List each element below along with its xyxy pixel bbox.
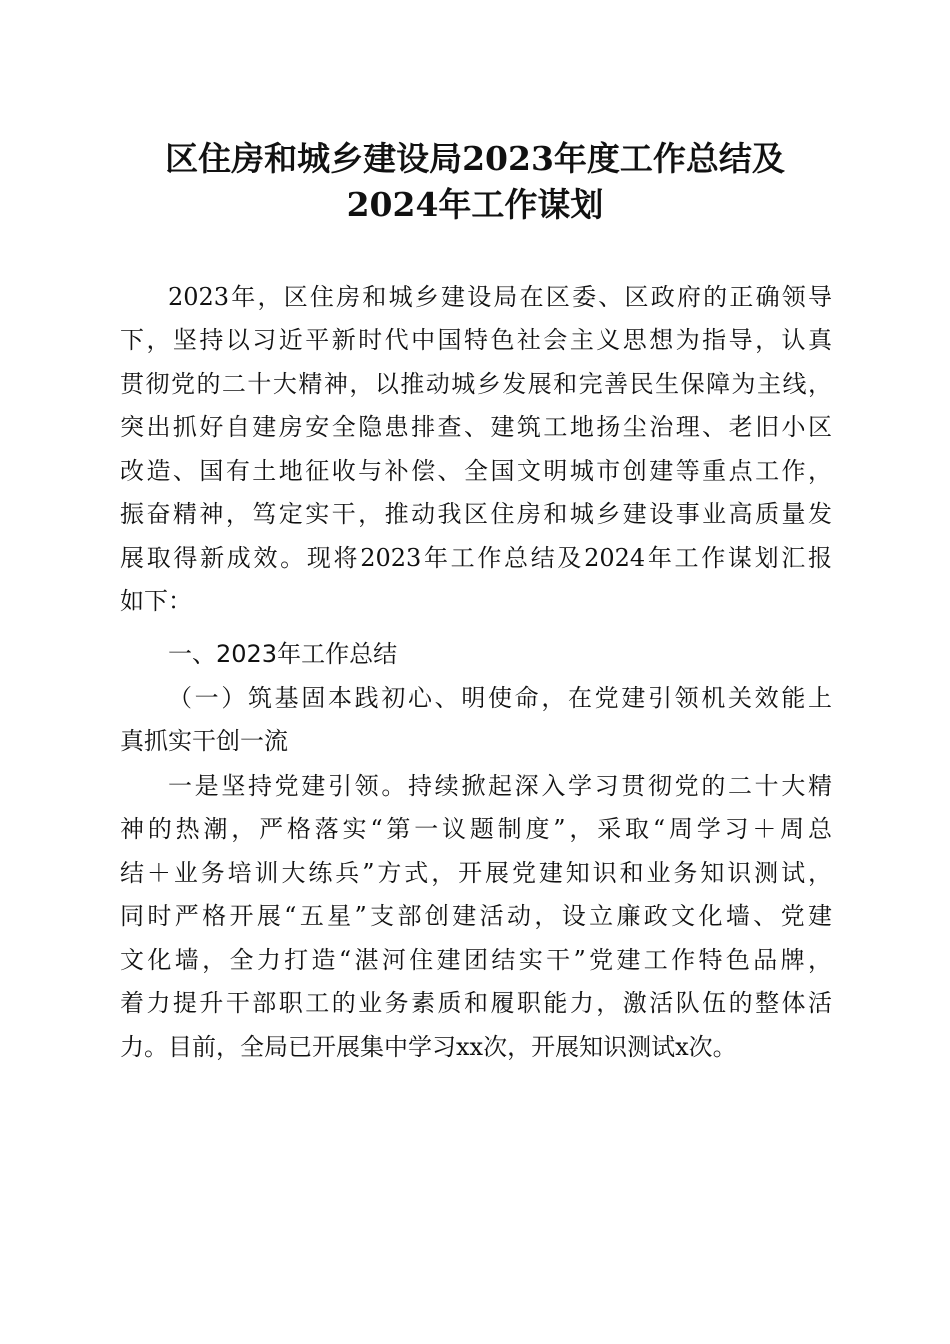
paragraph-line: 下，坚持以习近平新时代中国特色社会主义思想为指导，认真 [120, 326, 832, 354]
paragraph-line: 振奋精神，笃定实干，推动我区住房和城乡建设事业高质量发 [120, 500, 832, 528]
paragraph-line: 如下： [120, 587, 192, 615]
section-heading: 一、2023年工作总结 [168, 640, 398, 668]
paragraph-line: 改造、国有土地征收与补偿、全国文明城市创建等重点工作， [120, 457, 832, 485]
paragraph-line: 着力提升干部职工的业务素质和履职能力，激活队伍的整体活 [120, 989, 832, 1017]
paragraph-line: 贯彻党的二十大精神，以推动城乡发展和完善民生保障为主线， [120, 370, 832, 398]
subsection-heading-line: （一）筑基固本践初心、明使命，在党建引领机关效能上 [168, 684, 832, 712]
paragraph-line: 文化墙，全力打造“湛河住建团结实干”党建工作特色品牌， [120, 946, 832, 974]
paragraph-line: 一是坚持党建引领。持续掀起深入学习贯彻党的二十大精 [168, 772, 832, 800]
subsection-heading-line: 真抓实干创一流 [120, 727, 288, 755]
paragraph-line: 展取得新成效。现将2023年工作总结及2024年工作谋划汇报 [120, 544, 832, 572]
document-title-line-2: 2024年工作谋划 [346, 185, 604, 224]
paragraph-line: 结＋业务培训大练兵”方式，开展党建知识和业务知识测试， [120, 859, 832, 887]
paragraph-line: 同时严格开展“五星”支部创建活动，设立廉政文化墙、党建 [120, 902, 832, 930]
paragraph-line: 神的热潮，严格落实“第一议题制度”，采取“周学习＋周总 [120, 815, 832, 843]
paragraph-line: 突出抓好自建房安全隐患排查、建筑工地扬尘治理、老旧小区 [120, 413, 832, 441]
paragraph-line: 力。目前，全局已开展集中学习xx次，开展知识测试x次。 [120, 1033, 737, 1061]
paragraph-line: 2023年，区住房和城乡建设局在区委、区政府的正确领导 [168, 283, 832, 311]
document-title-line-1: 区住房和城乡建设局2023年度工作总结及 [165, 139, 785, 178]
